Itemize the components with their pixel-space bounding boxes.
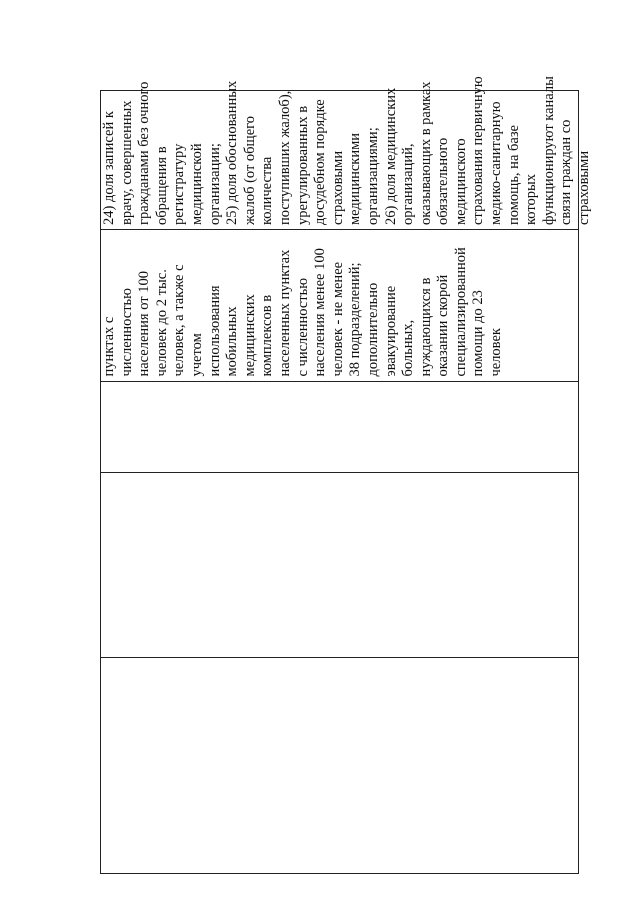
cell-text-line: гражданами без очного xyxy=(136,81,153,225)
cell-text-line: человек до 2 тыс. xyxy=(153,269,170,377)
cell-text-line: страховыми xyxy=(576,150,593,225)
cell-text-line: оказании скорой xyxy=(435,274,452,377)
cell-text-line: страхования первичную xyxy=(470,76,487,225)
cell-text-line: населения от 100 xyxy=(136,271,153,377)
cell-text-line: связи граждан со xyxy=(558,119,575,225)
cell-text-line: помощь, на базе xyxy=(505,125,522,225)
cell-text-line: населения менее 100 xyxy=(312,248,329,377)
cell-text-line: человек - не менее xyxy=(329,261,346,377)
cell-text-line: обращения в xyxy=(153,146,170,225)
cell-text-line: человек, а также с xyxy=(171,264,188,377)
cell-text-line: учетом xyxy=(188,333,205,377)
table-cell-5 xyxy=(101,76,594,229)
table-column-3 xyxy=(101,381,578,473)
cell-text-line: с численностью xyxy=(294,277,311,377)
cell-text-line: медицинского xyxy=(452,138,469,225)
table-column-2 xyxy=(101,472,578,656)
cell-text-line: специализированной xyxy=(452,247,469,377)
table-column-1 xyxy=(101,657,578,873)
cell-text-line: обязательного xyxy=(435,137,452,225)
cell-text-line: регистратуру xyxy=(171,143,188,225)
cell-text-line: населенных пунктах xyxy=(276,249,293,377)
cell-text-line: больных, xyxy=(400,319,417,377)
cell-text-line: численностью xyxy=(118,288,135,377)
rotated-table xyxy=(100,76,593,874)
cell-text-line: жалоб (от общего xyxy=(241,116,258,225)
cell-text-line: функционируют каналы xyxy=(540,76,557,225)
cell-text-line: количества xyxy=(259,156,276,225)
cell-text-line: медицинских xyxy=(241,294,258,377)
cell-text-line: организациями; xyxy=(364,127,381,225)
cell-text-line: 38 подразделений; xyxy=(347,262,364,377)
cell-text-line: медико-санитарную xyxy=(488,101,505,225)
cell-text-line: урегулированных в xyxy=(294,105,311,225)
cell-text-line: организаций, xyxy=(400,143,417,225)
cell-text-line: 24) доля записей к xyxy=(101,111,117,225)
table-column-4 xyxy=(101,229,578,381)
cell-text-line: поступивших жалоб), xyxy=(276,90,293,225)
cell-text-line: мобильных xyxy=(224,306,241,377)
table-cell-4 xyxy=(101,230,506,381)
cell-text-line: эвакуирование xyxy=(382,285,399,377)
cell-text-line: человек xyxy=(488,328,505,377)
cell-text-line: нуждающихся в xyxy=(417,277,434,377)
cell-text-line: 25) доля обоснованных xyxy=(224,80,241,225)
cell-text-line: оказывающих в рамках xyxy=(417,81,434,225)
table-column-5 xyxy=(101,76,593,229)
cell-text-line: медицинской xyxy=(188,143,205,225)
cell-text-line: 26) доля медицинских xyxy=(382,87,399,225)
cell-text-line: помощи до 23 xyxy=(470,290,487,377)
cell-text-line: дополнительно xyxy=(364,282,381,377)
cell-text-line: медицинскими xyxy=(347,132,364,225)
cell-text-line: страховыми xyxy=(329,150,346,225)
cell-text-line: врачу, совершенных xyxy=(118,100,135,225)
cell-text-line: комплексов в xyxy=(259,294,276,377)
cell-text-line: досудебном порядке xyxy=(312,99,329,225)
cell-text-line: организации; xyxy=(206,143,223,225)
cell-text-line: которых xyxy=(523,173,540,225)
cell-text-line: использования xyxy=(206,285,223,377)
cell-text-line: пунктах с xyxy=(101,316,117,377)
